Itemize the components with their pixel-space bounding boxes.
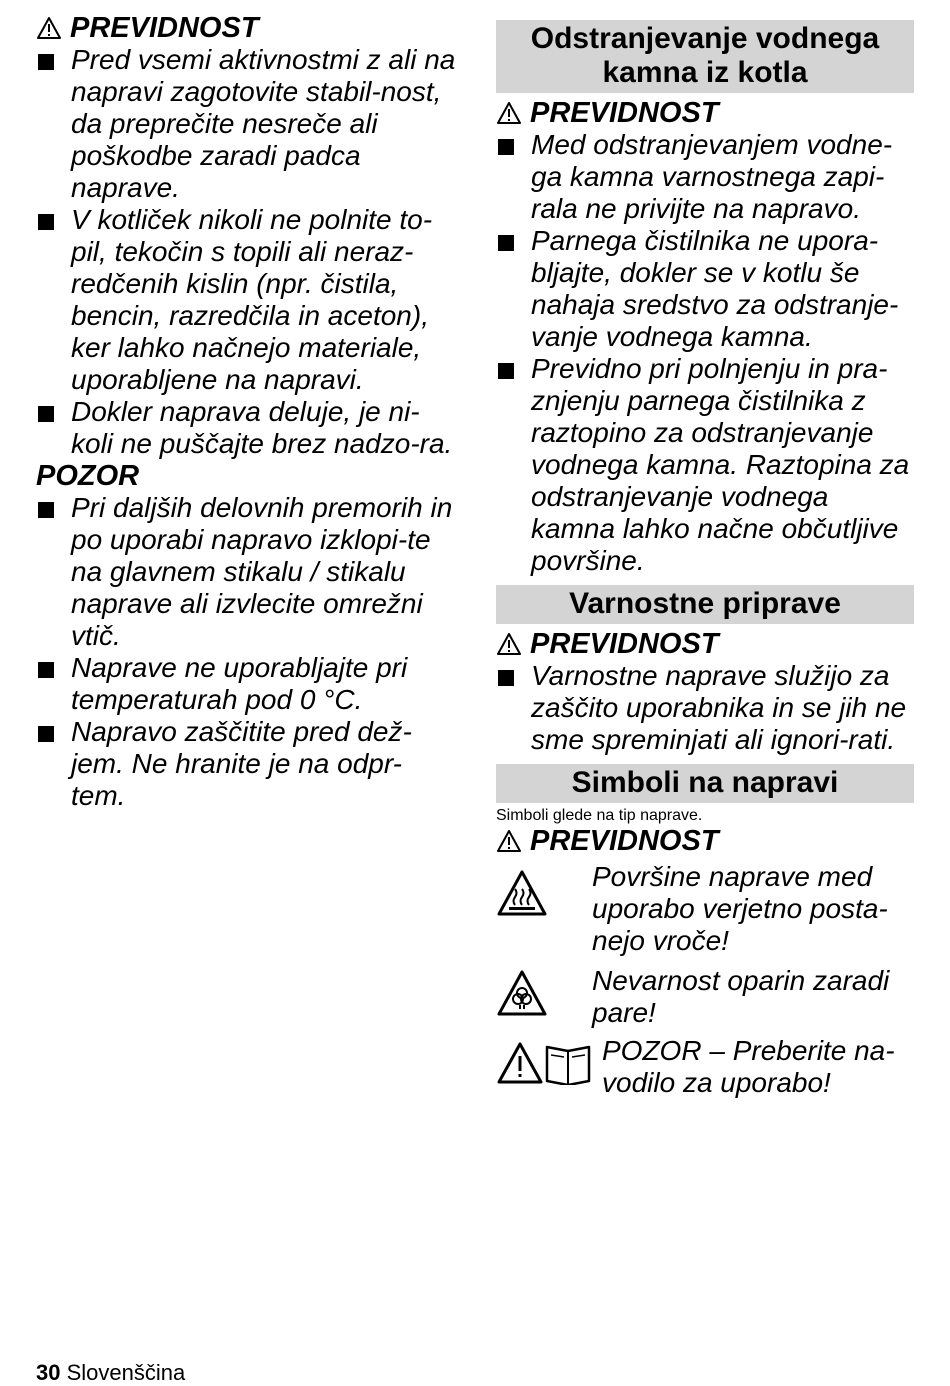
list-item-text: Pri daljših delovnih premorih in po uporabi napravo izklopi-te na glavnem stikalu / stikalu naprave ali izvlecite omrežni vtič. <box>71 492 453 651</box>
list-item <box>496 353 914 577</box>
list-item <box>36 44 456 204</box>
warning-title: PREVIDNOST <box>530 825 719 857</box>
bullet-icon <box>498 670 514 686</box>
caution-list <box>36 492 456 812</box>
warning-heading <box>496 628 914 660</box>
bullet-icon <box>38 406 54 422</box>
bullet-icon <box>498 235 514 251</box>
symbol-text: POZOR – Preberite na-vodilo za uporabo! <box>602 1035 895 1098</box>
section-heading-descaling: Odstranjevanje vodnega kamna iz kotla <box>496 20 914 93</box>
symbol-text: Nevarnost oparin zaradi pare! <box>592 965 890 1028</box>
page-footer <box>36 1360 185 1386</box>
symbol-row <box>496 861 914 961</box>
warning-list <box>36 44 456 460</box>
left-column <box>36 12 456 812</box>
warning-title: PREVIDNOST <box>70 12 259 44</box>
warning-heading <box>36 12 456 44</box>
hot-surface-icon <box>496 869 548 917</box>
section-heading-safety-devices: Varnostne priprave <box>496 585 914 624</box>
safety-devices-list <box>496 660 914 756</box>
warning-triangle-icon <box>496 829 522 853</box>
list-item-text: Med odstranjevanjem vodne-ga kamna varnostnega zapi-rala ne privijte na napravo. <box>531 129 893 224</box>
warning-triangle-icon <box>36 16 62 40</box>
symbol-row <box>496 1035 914 1105</box>
bullet-icon <box>498 363 514 379</box>
warning-title: PREVIDNOST <box>530 628 719 660</box>
list-item <box>496 129 914 225</box>
list-item <box>36 204 456 396</box>
symbol-row <box>496 965 914 1031</box>
right-column <box>496 8 914 1105</box>
list-item <box>36 396 456 460</box>
bullet-icon <box>38 502 54 518</box>
list-item <box>36 492 456 652</box>
read-manual-icon <box>496 1041 594 1085</box>
list-item-text: Naprave ne uporabljajte pri temperaturah pod 0 °C. <box>71 652 408 715</box>
warning-triangle-icon <box>496 101 522 125</box>
list-item-text: Napravo zaščitite pred dež-jem. Ne hranite je na odpr-tem. <box>71 716 412 811</box>
warning-title: PREVIDNOST <box>530 97 719 129</box>
bullet-icon <box>498 139 514 155</box>
list-item-text: Varnostne naprave služijo za zaščito uporabnika in se jih ne sme spreminjati ali ignori-rati. <box>531 660 907 755</box>
list-item-text: Pred vsemi aktivnostmi z ali na napravi zagotovite stabil-nost, da preprečite nesreče ali poškodbe zaradi padca naprave. <box>71 44 456 203</box>
bullet-icon <box>38 54 54 70</box>
section-heading-symbols: Simboli na napravi <box>496 764 914 803</box>
list-item <box>36 652 456 716</box>
steam-scald-icon <box>496 969 548 1017</box>
caution-title: POZOR <box>36 460 140 492</box>
list-item-text: Dokler naprava deluje, je ni-koli ne puščajte brez nadzo-ra. <box>71 396 453 459</box>
list-item-text: Parnega čistilnika ne upora-bljajte, dokler se v kotlu še nahaja sredstvo za odstranje-vanje vodnega kamna. <box>531 225 899 352</box>
list-item <box>36 716 456 812</box>
page-number: 30 <box>36 1360 61 1385</box>
warning-heading <box>496 97 914 129</box>
list-item-text: Previdno pri polnjenju in pra-znjenju parnega čistilnika z raztopino za odstranjevanje vodnega kamna. Raztopina za odstranjevanje vodnega kamna lahko načne občutljive površine. <box>531 353 910 576</box>
bullet-icon <box>38 214 54 230</box>
warning-heading <box>496 825 914 857</box>
symbol-text: Površine naprave med uporabo verjetno posta-nejo vroče! <box>592 861 888 956</box>
symbols-note: Simboli glede na tip naprave. <box>496 807 703 824</box>
descaling-list <box>496 129 914 577</box>
list-item-text: V kotliček nikoli ne polnite to-pil, tekočin s topili ali neraz-redčenih kislin (npr. čistila, bencin, razredčila in aceton), ker lahko načnejo materiale, uporabljene na napravi. <box>71 204 433 395</box>
bullet-icon <box>38 662 54 678</box>
footer-language: Slovenščina <box>66 1360 186 1385</box>
list-item <box>496 225 914 353</box>
warning-triangle-icon <box>496 632 522 656</box>
bullet-icon <box>38 726 54 742</box>
list-item <box>496 660 914 756</box>
